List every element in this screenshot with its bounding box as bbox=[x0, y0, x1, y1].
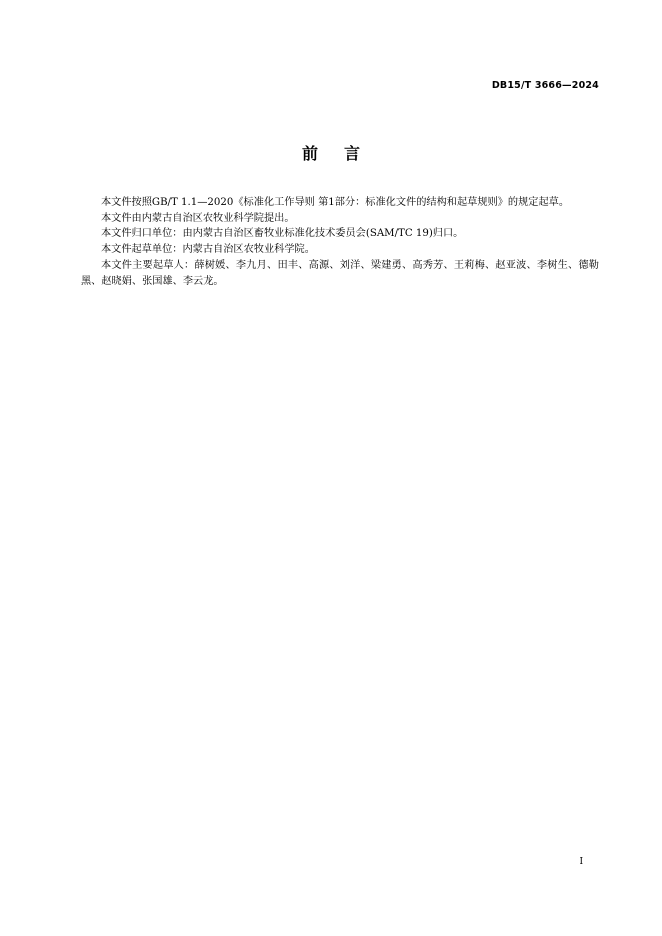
page-number: I bbox=[579, 857, 583, 867]
page-title: 前言 bbox=[301, 144, 386, 163]
paragraph-drafting-rules: 本文件按照GB/T 1.1—2020《标准化工作导则 第1部分：标准化文件的结构和起草规则》的规定起草。 bbox=[101, 197, 570, 208]
paragraph-centralized-unit: 本文件归口单位：由内蒙古自治区畜牧业标准化技术委员会(SAM/TC 19)归口。 bbox=[101, 228, 464, 240]
document-code: DB15/T 3666—2024 bbox=[491, 80, 599, 91]
paragraph-proposer: 本文件由内蒙古自治区农牧业科学院提出。 bbox=[101, 212, 295, 224]
paragraph-drafters: 本文件主要起草人：薛树媛、李九月、田丰、高源、刘洋、梁建勇、高秀芳、王莉梅、赵亚波、李树生、德勒黑、赵晓娟、张国雄、李云龙。 bbox=[81, 259, 599, 287]
foreword-body bbox=[81, 195, 599, 289]
paragraph-drafting-unit: 本文件起草单位：内蒙古自治区农牧业科学院。 bbox=[101, 244, 315, 256]
